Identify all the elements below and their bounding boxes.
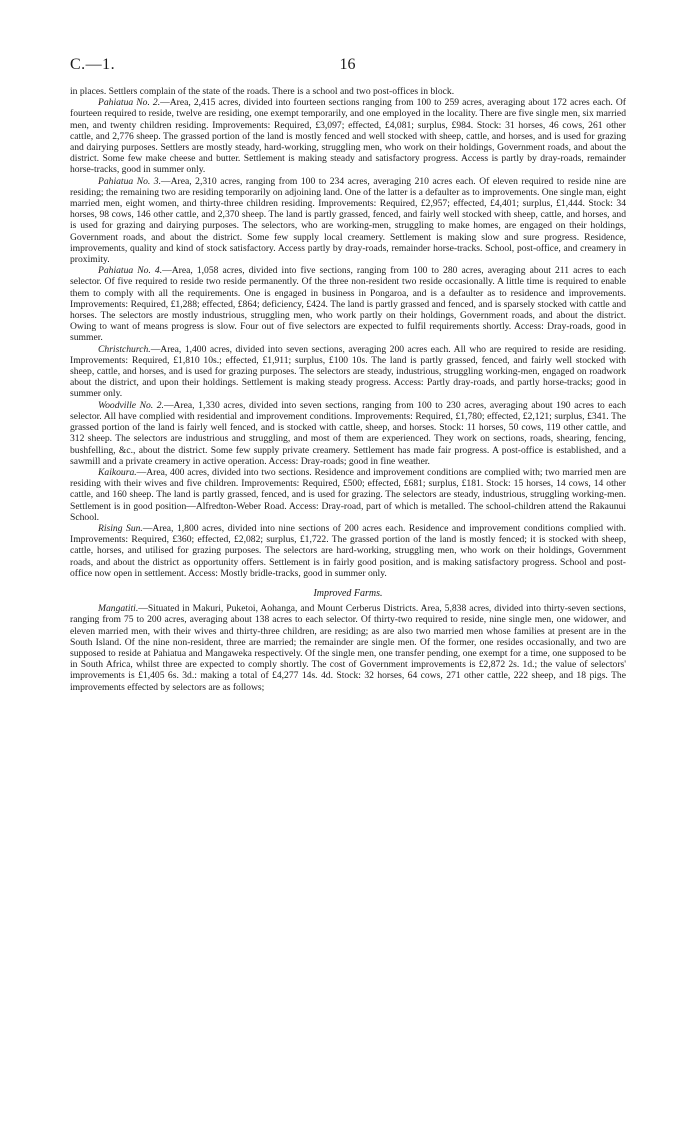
paragraph-text: —Area, 1,800 acres, divided into nine sections of 200 acres each. Residence and improvement conditions complied with. Improvements: Required, £360; effected, £2,082; surplus, £1,722. The grassed portion of the land is mostly fenced; it is stocked with sheep, cattle, horses, and utilised for grazing purposes. The selectors are hard-working, struggling men, who work on their holdings, Government roads, and about the district as opportunity offers. Settlement is in fairly good position, and is making satisfactory progress. School and post-office now open in settlement. Access: Mostly bridle-tracks, good in summer only.: [70, 522, 626, 579]
paragraph-heading: Rising Sun.: [98, 522, 143, 534]
paragraph-heading: Woodville No. 2.: [98, 399, 164, 411]
paragraph-heading: Pahiatua No. 4.: [98, 265, 163, 277]
paragraph-text: —Area, 1,058 acres, divided into five sections, ranging from 100 to 280 acres, averaging about 211 acres to each selector. Of five required to reside two reside permanently. Of the three non-resident two reside occasionally. A little time is required to enable them to comply with all the requirements. One is engaged in business in Pongaroa, and is a defaulter as to residence and improvements. Improvements: Required, £1,288; effected, £864; deficiency, £424. The land is partly grassed and fenced, and is sparsely stocked with cattle and horses. The selectors are mostly industrious, struggling men, who work partly on their holdings, Government roads, and about the district. Owing to want of means progress is slow. Four out of five selectors are expected to fulfil requirements shortly. Access: Dray-roads, good in summer.: [70, 265, 626, 344]
paragraph-christchurch: [70, 344, 626, 400]
section-title: Improved Farms.: [313, 587, 383, 599]
page-number: 16: [339, 56, 356, 73]
paragraph-rising-sun: [70, 523, 626, 579]
running-header: [70, 56, 625, 78]
paragraph-text: —Area, 2,415 acres, divided into fourteen sections ranging from 100 to 259 acres, averaging about 172 acres each. Of fourteen required to reside, twelve are residing, one exempt temporarily, and one employed in the locality. There are five single men, six married men, and twenty children residing. Improvements: Required, £3,097; effected, £4,081; surplus, £984. Stock: 31 horses, 46 cows, 261 other cattle, and 2,776 sheep. The grassed portion of the land is mostly fenced and well stocked with sheep, cattle, and horses, and is used for grazing and dairying purposes. Settlers are mostly steady, hard-working, struggling men, who work on their holdings, Government roads, and about the district. Some few make cheese and butter. Settlement is making steady and satisfactory progress. Access is partly by dray-roads, remainder horse-tracks, good in summer only.: [70, 97, 627, 176]
paragraph-text: in places. Settlers complain of the state of the roads. There is a school and two post-offices in block.: [70, 86, 455, 97]
paragraph-woodville-2: [70, 400, 626, 467]
paragraph-text: —Area, 400 acres, divided into two sections. Residence and improvement conditions are complied with; two married men are residing with their wives and five children. Improvements: Required, £500; effected, £681; surplus, £181. Stock: 15 horses, 14 cows, 14 other cattle, and 160 sheep. The land is partly grassed, fenced, and is used for grazing. The selectors are steady, industrious, struggling working-men. Settlement is in good position—Alfredton-Weber Road. Access: Dray-road, part of which is metalled. The school-children attend the Rakaunui School.: [70, 466, 626, 523]
paragraph-kaikoura: [70, 467, 626, 523]
paragraph-text: —Area, 1,400 acres, divided into seven sections, averaging 200 acres each. All who are required to reside are residing. Improvements: Required, £1,810 10s.; effected, £1,911; surplus, £100 10s. The land is partly grassed, fenced, and fairly well stocked with sheep, cattle, and horses, and is used for grazing purposes. The selectors are steady, industrious, struggling working-men, engaged on roadwork about the district, and upon their holdings. Settlement is making steady progress. Access: Partly dray-roads, and partly horse-tracks; good in summer only.: [70, 343, 626, 400]
paragraph-text: —Area, 1,330 acres, divided into seven sections, ranging from 100 to 230 acres, averaging about 190 acres to each selector. All have complied with residential and improvement conditions. Improvements: Required, £1,780; effected, £2,121; surplus, £341. The grassed portion of the land is fairly well fenced, and is stocked with cattle, sheep, and horses. Stock: 11 horses, 50 cows, 119 other cattle, and 312 sheep. The selectors are industrious and struggling, and most of them are experienced. They work on sections, roads, shearing, fencing, bushfelling, &c., about the district. Some few supply private creamery. Settlement has made fair progress. A post-office is established, and a sawmill and a private creamery in active operation. Access: Dray-roads; good in fine weather.: [70, 399, 626, 467]
paragraph-mangatiti: [70, 603, 626, 693]
paragraph-text: —Area, 2,310 acres, ranging from 100 to 234 acres, averaging 210 acres each. Of eleven required to reside nine are residing; the remaining two are residing temporarily on adjoining land. One of the latter is a defaulter as to improvements. One single man, eight married men, eight women, and thirty-three children residing. Improvements: Required, £2,957; effected, £4,401; surplus, £1,444. Stock: 34 horses, 98 cows, 146 other cattle, and 2,370 sheep. The land is partly grassed, fenced, and fairly well stocked with sheep, cattle, and horses, and is used for grazing and dairying purposes. The selectors, who are working-men, struggling to make homes, are engaged on their holdings, Government roads, and about the district. Some few supply local creamery. Settlement is making slow and sure progress. Residence, improvements, quality and kind of stock satisfactory. Access partly by dray-roads, remainder horse-tracks. School, post-office, and creamery in proximity.: [70, 175, 626, 266]
paragraph-pahiatua-4: [70, 265, 626, 343]
document-body: [70, 86, 626, 693]
paragraph-continued: [70, 86, 626, 97]
paragraph-heading: Christchurch.: [98, 343, 151, 355]
paragraph-pahiatua-2: [70, 97, 626, 175]
paragraph-heading: Pahiatua No. 3.: [98, 175, 161, 187]
paragraph-heading: Mangatiti.: [98, 603, 139, 615]
paragraph-heading: Pahiatua No. 2.: [98, 97, 161, 109]
document-reference: C.—1.: [70, 56, 116, 73]
paragraph-heading: Kaikoura.: [98, 466, 137, 478]
paragraph-text: —Situated in Makuri, Puketoi, Aohanga, and Mount Cerberus Districts. Area, 5,838 acres, divided into thirty-seven sections, ranging from 75 to 200 acres, averaging about 138 acres to each selector. Of thirty-two required to reside, nine single men, one widower, and eleven married men, with their wives and thirty-three children, are residing; as are also two married men whose families at present are in the South Island. Of the nine non-resident, three are married; the remainder are single men. Of the former, one resides occasionally, and two are supposed to reside at Pahiatua and Mangaweka respectively. Of the single men, one transfer pending, one exempt for a time, one supposed to be in South Africa, whilst three are expected to comply shortly. The cost of Government improvements is £2,872 2s. 1d.; the value of selectors' improvements is £1,405 6s. 3d.: making a total of £4,277 14s. 4d. Stock: 32 horses, 64 cows, 271 other cattle, 222 sheep, and 18 pigs. The improvements effected by selectors are as follows;: [70, 603, 626, 693]
paragraph-pahiatua-3: [70, 176, 626, 266]
